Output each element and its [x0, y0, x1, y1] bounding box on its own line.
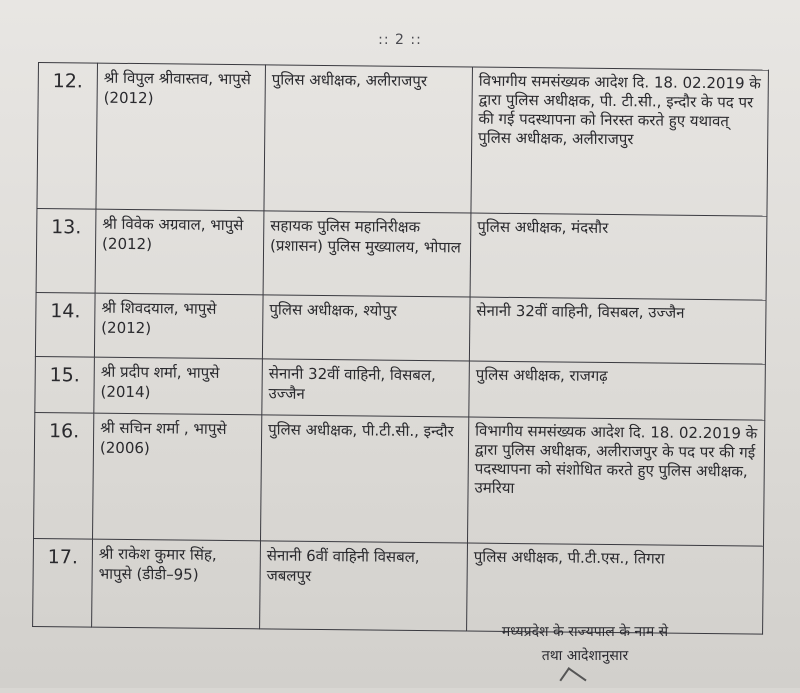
new-posting: पुलिस अधीक्षक, पी.टी.एस., तिगरा [467, 543, 764, 634]
new-posting: पुलिस अधीक्षक, राजगढ़ [469, 361, 766, 420]
new-posting: विभागीय समसंख्यक आदेश दि. 18. 02.2019 के द्वारा पुलिस अधीक्षक, पी. टी.सी., इन्दौर के पद पर की गई पदस्थापना को निरस्त करते हुए यथावत् पुलिस अधीक्षक, अलीराजपुर [471, 67, 769, 216]
serial-number: 16. [34, 412, 94, 539]
serial-number: 14. [35, 292, 95, 357]
current-posting: सेनानी 32वीं वाहिनी, विसबल, उज्जैन [262, 359, 470, 417]
current-posting: सेनानी 6वीं वाहिनी विसबल, जबलपुर [260, 541, 468, 631]
new-posting: सेनानी 32वीं वाहिनी, विसबल, उज्जैन [469, 297, 766, 364]
current-posting: सहायक पुलिस महानिरीक्षक (प्रशासन) पुलिस मुख्यालय, भोपाल [263, 211, 471, 297]
new-posting: विभागीय समसंख्यक आदेश दि. 18. 02.2019 के द्वारा पुलिस अधीक्षक, अलीराजपुर के पद पर की गई पदस्थापना को संशोधित करते हुए पुलिस अधीक्षक, उमरिया [467, 417, 764, 546]
current-posting: पुलिस अधीक्षक, पी.टी.सी., इन्दौर [260, 415, 468, 543]
signature-line-2: तथा आदेशानुसार [541, 648, 629, 664]
table-row [34, 412, 765, 546]
signature-line-1: मध्यप्रदेश के राज्यपाल के नाम से [501, 624, 669, 640]
serial-number: 17. [33, 538, 93, 627]
page-number: :: 2 :: [378, 32, 422, 48]
new-posting: पुलिस अधीक्षक, मंदसौर [470, 213, 767, 300]
current-posting: पुलिस अधीक्षक, अलीराजपुर [264, 65, 473, 213]
transfer-order-table [32, 62, 769, 635]
officer-name: श्री राकेश कुमार सिंह, भापुसे (डीडी–95) [92, 539, 261, 629]
officer-name: श्री विपुल श्रीवास्तव, भापुसे (2012) [96, 63, 266, 211]
officer-name: श्री विवेक अग्रवाल, भापुसे (2012) [95, 209, 264, 295]
signature-pen-mark [559, 667, 586, 693]
table-row [35, 356, 766, 420]
officer-name: श्री शिवदयाल, भापुसे (2012) [94, 293, 263, 359]
table-row [37, 63, 768, 217]
serial-number: 15. [35, 356, 95, 413]
officer-name: श्री सचिन शर्मा , भापुसे (2006) [93, 413, 262, 541]
current-posting: पुलिस अधीक्षक, श्योपुर [262, 295, 470, 361]
serial-number: 13. [36, 208, 96, 293]
officer-name: श्री प्रदीप शर्मा, भापुसे (2014) [94, 357, 263, 415]
signature-block [455, 620, 715, 668]
serial-number: 12. [37, 63, 98, 210]
table-row [35, 292, 766, 364]
table-row [36, 208, 767, 300]
